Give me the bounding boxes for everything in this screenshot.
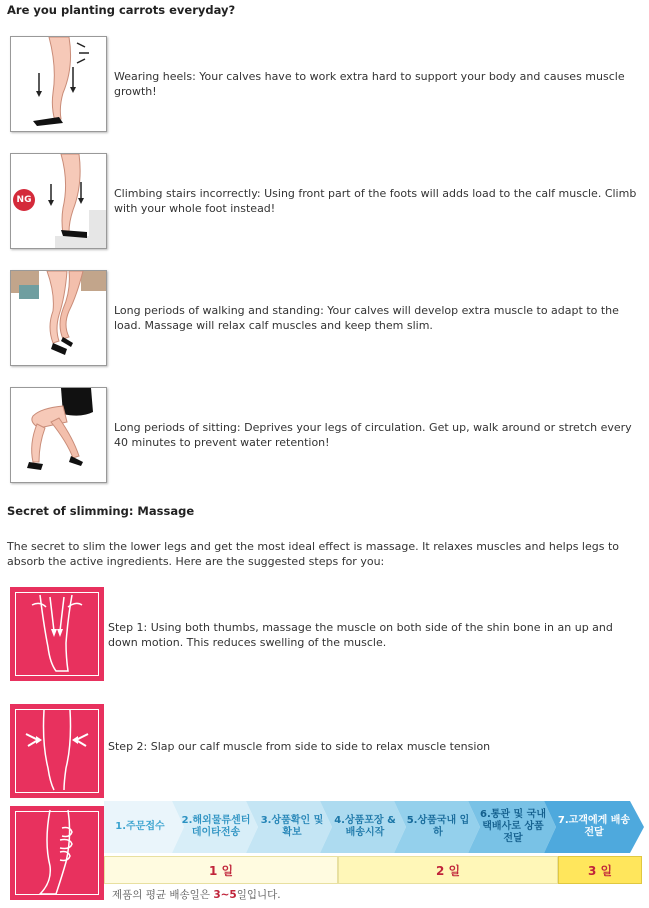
massage-step2-illustration	[10, 704, 104, 798]
cause-text: Climbing stairs incorrectly: Using front part of the foots will adds load to the calf muscle. Climb with your whole foot instead!	[114, 187, 637, 215]
cause-row-heels	[10, 36, 642, 132]
delivery-banner	[104, 801, 644, 904]
delivery-day-2: 2 일	[338, 856, 558, 884]
cause-row-sitting	[10, 387, 642, 483]
heading-planting: Are you planting carrots everyday?	[7, 3, 236, 17]
delivery-step-7: 7.고객에게 배송전달	[557, 815, 631, 838]
sitting-illustration	[10, 387, 107, 483]
delivery-note-prefix: 제품의 평균 배송일은	[112, 889, 214, 901]
delivery-steps	[104, 801, 644, 853]
delivery-step-1: 1.주문접수	[115, 821, 165, 832]
walking-illustration	[10, 270, 107, 366]
massage-step3-illustration	[10, 806, 104, 900]
delivery-step-3: 3.상품확인 및 확보	[260, 815, 324, 838]
delivery-note-suffix: 일입니다.	[236, 889, 281, 901]
delivery-step-5: 5.상품국내 입하	[406, 815, 470, 838]
massage-step1-illustration	[10, 587, 104, 681]
ng-badge-label: NG	[16, 195, 32, 205]
massage-step1-text: Step 1: Using both thumbs, massage the muscle on both side of the shin bone in an up and down motion. This reduces swelling of the muscle.	[108, 621, 613, 649]
delivery-note-highlight: 3~5	[213, 889, 237, 901]
ng-badge	[13, 189, 35, 211]
cause-row-stairs	[10, 153, 642, 249]
delivery-step-2: 2.해외물류센터 데이타전송	[181, 815, 251, 838]
massage-step2-text: Step 2: Slap our calf muscle from side to side to relax muscle tension	[108, 739, 491, 753]
cause-text: Long periods of walking and standing: Your calves will develop extra muscle to adapt to the load. Massage will relax calf muscles and keep them slim.	[114, 304, 619, 332]
delivery-day-1: 1 일	[104, 856, 338, 884]
cause-row-walking	[10, 270, 642, 366]
delivery-step-4: 4.상품포장 &배송시작	[334, 815, 396, 838]
delivery-day-3: 3 일	[558, 856, 642, 884]
heading-secret: Secret of slimming: Massage	[7, 504, 195, 518]
intro-text: The secret to slim the lower legs and get the most ideal effect is massage. It relaxes muscles and helps legs to absorb the active ingredients. Here are the suggested steps for you:	[7, 540, 620, 568]
cause-text: Wearing heels: Your calves have to work extra hard to support your body and causes muscle growth!	[114, 70, 625, 98]
delivery-note	[112, 887, 281, 902]
delivery-step-6: 6.통관 및 국내택배사로 상품전달	[479, 809, 547, 844]
heels-illustration	[10, 36, 107, 132]
cause-text: Long periods of sitting: Deprives your legs of circulation. Get up, walk around or stretch every 40 minutes to prevent water retention!	[114, 421, 632, 449]
